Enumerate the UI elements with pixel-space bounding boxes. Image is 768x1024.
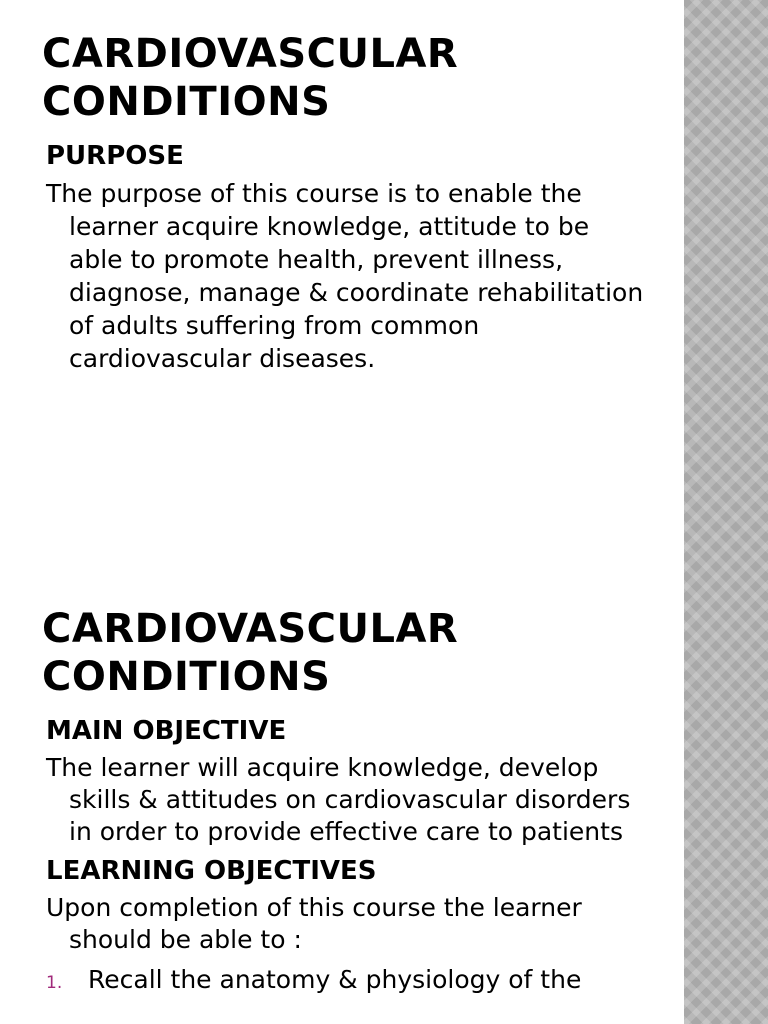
slide-title-text: CARDIOVASCULAR CONDITIONS bbox=[42, 31, 459, 125]
slide-body bbox=[46, 139, 646, 381]
learning-objectives-heading: LEARNING OBJECTIVES bbox=[46, 856, 377, 886]
learning-objectives-list bbox=[46, 964, 646, 999]
list-item-number: 1. bbox=[46, 973, 63, 993]
slide-body bbox=[46, 714, 646, 999]
purpose-paragraph: The purpose of this course is to enable the learner acquire knowledge, attitude to be able to promote health, prevent illness, diagnose, manage & coordinate rehabilitation of adults suffering from common cardiovascular diseases. bbox=[46, 179, 644, 373]
list-item-text: Recall the anatomy & physiology of the bbox=[88, 965, 582, 994]
slide-title-text: CARDIOVASCULAR CONDITIONS bbox=[42, 606, 459, 700]
slide-objectives bbox=[0, 576, 684, 1024]
list-item bbox=[46, 964, 646, 999]
slide-title bbox=[42, 605, 684, 701]
main-objective-heading: MAIN OBJECTIVE bbox=[46, 716, 287, 746]
main-objective-paragraph: The learner will acquire knowledge, develop skills & attitudes on cardiovascular disorders in order to provide effective care to patients bbox=[46, 753, 631, 846]
decorative-side-strip bbox=[684, 0, 768, 1024]
slide-title bbox=[42, 30, 684, 126]
purpose-heading: PURPOSE bbox=[46, 141, 184, 171]
learning-objectives-intro: Upon completion of this course the learner should be able to : bbox=[46, 893, 582, 954]
